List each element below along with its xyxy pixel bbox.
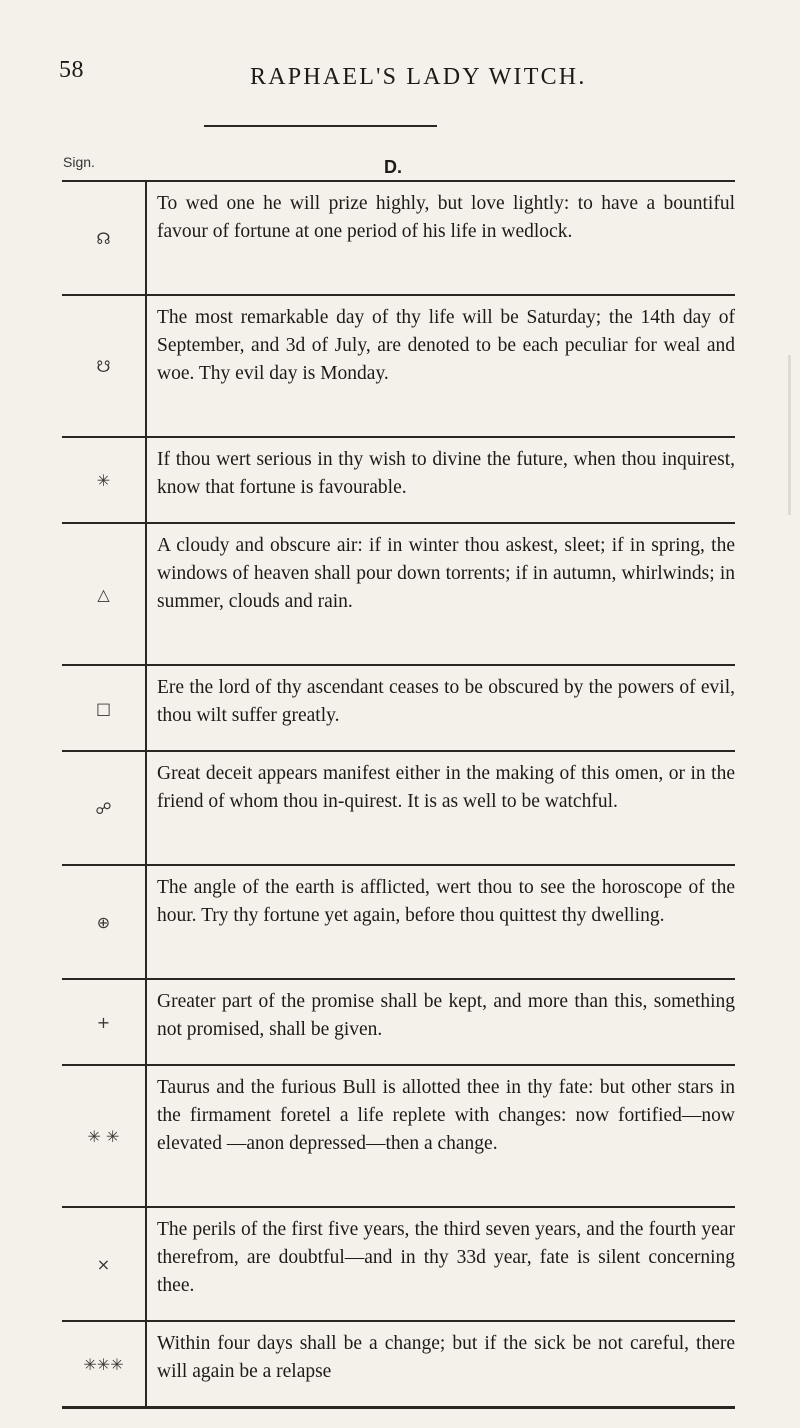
table-row [62,438,735,524]
sign-symbol: ✳✳✳ [62,1322,147,1406]
omen-text: To wed one he will prize highly, but love lightly: to have a bountiful favour of fortune at one period of his life in wedlock. [157,193,735,242]
omen-text: Ere the lord of thy ascendant ceases to be obscured by the powers of evil, thou wilt suffer greatly. [157,677,735,726]
table-row [62,1322,735,1409]
omen-text: The most remarkable day of thy life will be Saturday; the 14th day of September, and 3d of July, are denoted to be each peculiar for weal and woe. Thy evil day is Monday. [157,307,735,384]
table-row [62,666,735,752]
section-letter: D. [384,157,402,177]
sign-symbol: ⊕ [62,866,147,978]
page-number: 58 [59,57,84,83]
omen-text: Great deceit appears manifest either in the making of this omen, or in the friend of whom thou in-quirest. It is as well to be watchful. [157,763,735,812]
table-row [62,866,735,980]
table-row [62,524,735,666]
sign-symbol: ✳ [62,438,147,522]
table-row [62,296,735,438]
running-head: RAPHAEL'S LADY WITCH. [250,64,587,90]
sign-symbol: + [62,980,147,1064]
omen-text: Taurus and the furious Bull is allotted thee in thy fate: but other stars in the firmament foretel a life replete with changes: now fortified—now elevated —anon depressed—then a change. [157,1077,735,1154]
omen-text: Greater part of the promise shall be kept, and more than this, something not promised, shall be given. [157,991,735,1040]
sign-symbol: × [62,1208,147,1320]
sign-symbol: ☍ [62,752,147,864]
omen-text: Within four days shall be a change; but if the sick be not careful, there will again be a relapse [157,1333,735,1382]
table-row [62,752,735,866]
omen-text: The perils of the first five years, the third seven years, and the fourth year therefrom, are doubtful—and in thy 33d year, fate is silent concerning thee. [157,1219,735,1296]
table-row [62,1066,735,1208]
sign-symbol: ☋ [62,296,147,436]
sign-symbol: ☊ [62,182,147,294]
sign-symbol: □ [62,666,147,750]
table-row [62,1208,735,1322]
omen-text: The angle of the earth is afflicted, wert thou to see the horoscope of the hour. Try thy fortune yet again, before thou quittest thy dwelling. [157,877,735,926]
sign-column-heading: Sign. [63,154,95,170]
omen-text: If thou wert serious in thy wish to divine the future, when thou inquirest, know that fortune is favourable. [157,449,735,498]
table-row [62,182,735,296]
page-edge-mark [788,355,791,515]
omen-table [62,180,735,1409]
sign-symbol: △ [62,524,147,664]
omen-text: A cloudy and obscure air: if in winter thou askest, sleet; if in spring, the windows of heaven shall pour down torrents; if in autumn, whirlwinds; in summer, clouds and rain. [157,535,735,612]
header-rule [204,125,437,127]
table-row [62,980,735,1066]
sign-symbol: ✳ ✳ [62,1066,147,1206]
